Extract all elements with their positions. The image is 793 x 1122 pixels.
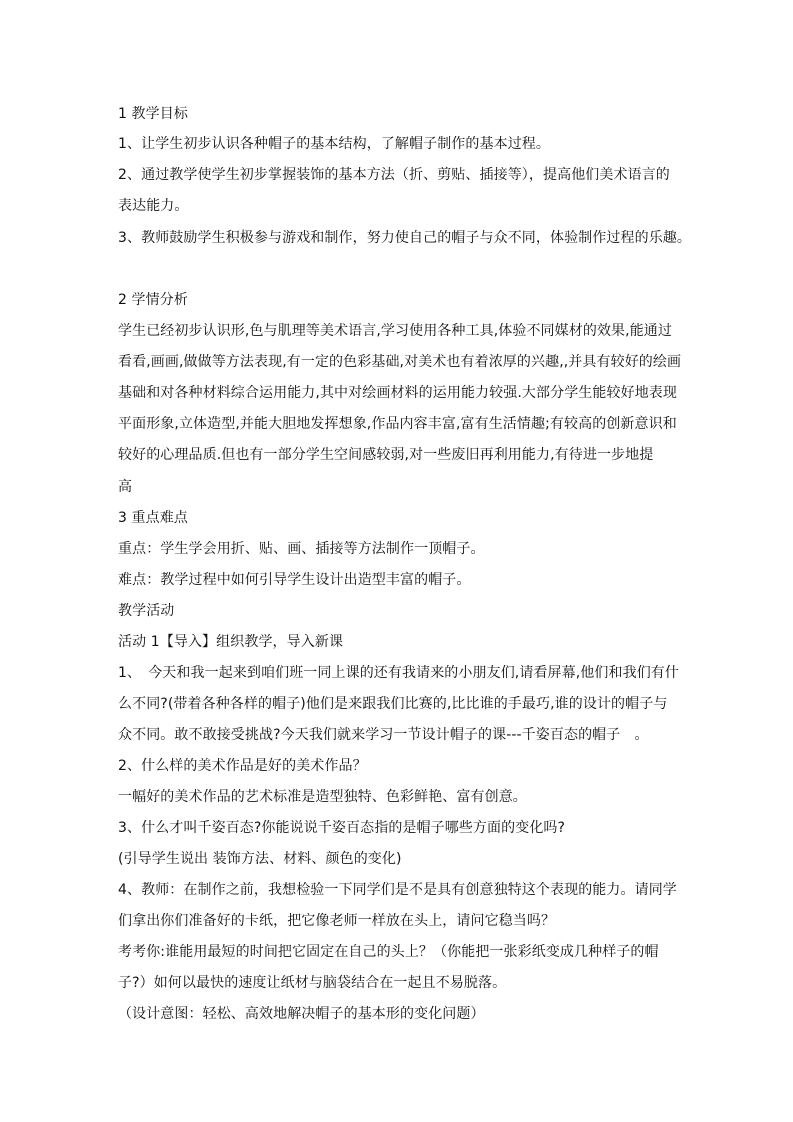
heading-key-points: 3 重点难点 bbox=[118, 510, 188, 526]
paragraph-line: 众不同。敢不敢接受挑战?今天我们就来学习一节设计帽子的课---千姿百态的帽子 。 bbox=[118, 727, 649, 743]
paragraph-line: 高 bbox=[118, 479, 133, 495]
heading-teaching-activities: 教学活动 bbox=[118, 603, 175, 619]
paragraph-line: 1、让学生初步认识各种帽子的基本结构，了解帽子制作的基本过程。 bbox=[118, 136, 551, 152]
paragraph-line: 考考你:谁能用最短的时间把它固定在自己的头上？（你能把一张彩纸变成几种样子的帽 bbox=[118, 944, 659, 960]
heading-activity-1: 活动 1【导入】组织教学，导入新课 bbox=[118, 634, 344, 650]
paragraph-line: 1、 今天和我一起来到咱们班一同上课的还有我请来的小朋友们,请看屏幕,他们和我们有什 bbox=[118, 665, 680, 681]
paragraph-line: 基础和对各种材料综合运用能力,其中对绘画材料的运用能力较强.大部分学生能较好地表现 bbox=[118, 385, 677, 401]
paragraph-line: 4、教师：在制作之前，我想检验一下同学们是不是具有创意独特这个表现的能力。请同学 bbox=[118, 882, 677, 898]
paragraph-line: 2、什么样的美术作品是好的美术作品？ bbox=[118, 758, 367, 774]
paragraph-line: 3、教师鼓励学生积极参与游戏和制作，努力使自己的帽子与众不同，体验制作过程的乐趣。 bbox=[118, 230, 692, 246]
paragraph-line: 表达能力。 bbox=[118, 198, 189, 214]
paragraph-line: 学生已经初步认识形,色与肌理等美术语言,学习使用各种工具,体验不同媒材的效果,能通过 bbox=[118, 323, 672, 339]
paragraph-line: 3、什么才叫千姿百态?你能说说千姿百态指的是帽子哪些方面的变化吗? bbox=[118, 820, 566, 836]
paragraph-line: 么不同?(带着各种各样的帽子)他们是来跟我们比赛的,比比谁的手最巧,谁的设计的帽子与 bbox=[118, 696, 668, 712]
paragraph-line: 重点：学生学会用折、贴、画、插接等方法制作一顶帽子。 bbox=[118, 541, 485, 557]
paragraph-line: 2、通过教学使学生初步掌握装饰的基本方法（折、剪贴、插接等），提高他们美术语言的 bbox=[118, 167, 670, 183]
paragraph-line: 看看,画画,做做等方法表现,有一定的色彩基础,对美术也有着浓厚的兴趣,,并具有较好的绘画 bbox=[118, 354, 682, 370]
paragraph-line: 们拿出你们准备好的卡纸，把它像老师一样放在头上，请问它稳当吗？ bbox=[118, 913, 556, 929]
heading-teaching-goals: 1 教学目标 bbox=[118, 106, 188, 122]
paragraph-line: （设计意图：轻松、高效地解决帽子的基本形的变化问题） bbox=[118, 1006, 485, 1022]
heading-student-analysis: 2 学情分析 bbox=[118, 292, 188, 308]
paragraph-line: 子?）如何以最快的速度让纸材与脑袋结合在一起且不易脱落。 bbox=[118, 975, 507, 991]
paragraph-line: 一幅好的美术作品的艺术标准是造型独特、色彩鲜艳、富有创意。 bbox=[118, 789, 527, 805]
paragraph-line: 平面形象,立体造型,并能大胆地发挥想象,作品内容丰富,富有生活情趣;有较高的创新意识和 bbox=[118, 416, 677, 432]
paragraph-line: 难点：教学过程中如何引导学生设计出造型丰富的帽子。 bbox=[118, 572, 471, 588]
paragraph-line: 较好的心理品质.但也有一部分学生空间感较弱,对一些废旧再利用能力,有待进一步地提 bbox=[118, 447, 654, 463]
paragraph-line: (引导学生说出 装饰方法、材料、颜色的变化) bbox=[118, 851, 402, 867]
